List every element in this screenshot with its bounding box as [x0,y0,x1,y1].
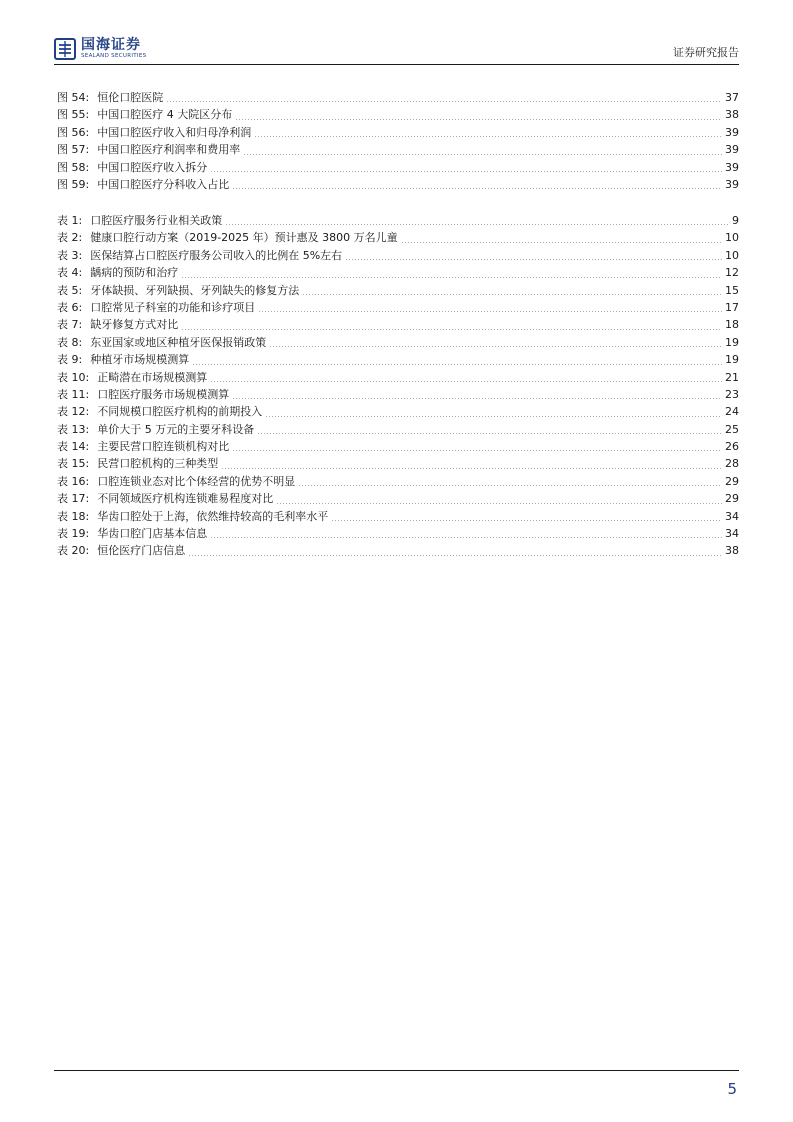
toc-entry-label: 图 55: [57,108,90,122]
toc-entry-page: 39 [725,143,739,157]
dot-leader [181,277,722,278]
dot-leader [302,294,722,295]
table-index-entry[interactable] [57,386,739,403]
toc-entry-title: 民营口腔机构的三种类型 [97,457,219,471]
toc-entry-label: 图 54: [57,91,90,104]
toc-entry-page: 25 [725,422,739,436]
toc-entry-title: 口腔医疗服务市场规模测算 [97,387,230,401]
dot-leader [298,485,722,486]
toc-entry-label: 表 17: [57,492,90,506]
table-index-entry[interactable] [57,490,739,507]
dot-leader [210,381,722,382]
toc-entry-page: 23 [725,387,739,401]
table-index-entry[interactable] [57,542,739,559]
dot-leader [265,416,722,417]
toc-entry-page: 21 [725,370,739,384]
figure-index-entry[interactable] [57,89,739,106]
toc-entry-title: 口腔连锁业态对比个体经营的优势不明显 [97,474,296,488]
toc-entry-label: 表 6: [57,300,83,314]
dot-leader [331,520,722,521]
toc-entry-label: 表 4: [57,266,83,280]
toc-entry-title: 健康口腔行动方案（2019-2025 年）预计惠及 3800 万名儿童 [90,231,398,245]
dot-leader [181,329,722,330]
toc-entry-label: 表 14: [57,440,90,454]
dot-leader [192,364,722,365]
table-index-entry[interactable] [57,351,739,368]
toc-entry-page: 19 [725,335,739,349]
toc-entry-title: 单价大于 5 万元的主要牙科设备 [97,422,255,436]
table-index-entry[interactable] [57,473,739,490]
toc-entry-label: 表 12: [57,405,90,419]
toc-entry-label: 表 19: [57,527,90,541]
toc-entry-page: 39 [725,160,739,174]
toc-entry-label: 表 18: [57,509,90,523]
toc-entry-page: 10 [725,248,739,262]
toc-entry-title: 主要民营口腔连锁机构对比 [97,440,230,454]
toc-entry-page: 34 [725,527,739,541]
table-index-entry[interactable] [57,316,739,333]
table-index-entry[interactable] [57,438,739,455]
toc-entry-page: 39 [725,177,739,191]
toc-entry-page: 12 [725,266,739,280]
header-divider [54,64,739,65]
table-index-entry[interactable] [57,369,739,386]
toc-entry-label: 表 15: [57,457,90,471]
toc-entry-title: 华齿口腔门店基本信息 [97,527,208,541]
figure-index-entry[interactable] [57,176,739,193]
footer-divider [54,1070,739,1071]
toc-entry-page: 34 [725,509,739,523]
toc-entry-title: 中国口腔医疗收入和归母净利润 [97,125,252,139]
page-header [54,36,739,64]
toc-entry-page: 28 [725,457,739,471]
toc-entry-title: 口腔常见子科室的功能和诊疗项目 [90,300,256,314]
toc-entry-title: 中国口腔医疗利润率和费用率 [97,143,241,157]
toc-entry-page: 29 [725,492,739,506]
figure-index-entry[interactable] [57,106,739,123]
toc-entry-title: 中国口腔医疗 4 大院区分布 [97,108,233,122]
report-type-label: 证券研究报告 [673,46,739,59]
dot-leader [210,537,722,538]
dot-leader [235,119,722,120]
company-logo [54,36,146,62]
dot-leader [166,101,722,102]
toc-entry-title: 正畸潜在市场规模测算 [97,370,208,384]
toc-entry-page: 9 [732,214,739,227]
table-index-entry[interactable] [57,247,739,264]
toc-entry-title: 牙体缺损、牙列缺损、牙列缺失的修复方法 [90,283,300,297]
table-index-entry[interactable] [57,229,739,246]
toc-entry-label: 表 9: [57,353,83,367]
table-index-entry[interactable] [57,525,739,542]
toc-entry-label: 图 56: [57,125,90,139]
toc-entry-title: 缺牙修复方式对比 [90,318,179,332]
table-index-entry[interactable] [57,264,739,281]
dot-leader [345,259,722,260]
table-index-entry[interactable] [57,282,739,299]
table-index-entry[interactable] [57,334,739,351]
table-index-entry[interactable] [57,212,739,229]
dot-leader [232,450,722,451]
toc-entry-label: 表 16: [57,474,90,488]
toc-entry-label: 表 20: [57,544,90,558]
dot-leader [269,346,722,347]
toc-entry-page: 24 [725,405,739,419]
toc-entry-title: 龋病的预防和治疗 [90,266,179,280]
dot-leader [257,433,722,434]
toc-entry-page: 39 [725,125,739,139]
dot-leader [276,503,722,504]
toc-entry-title: 东亚国家或地区种植牙医保报销政策 [90,335,267,349]
toc-entry-title: 医保结算占口腔医疗服务公司收入的比例在 5%左右 [90,248,343,262]
toc-entry-label: 图 57: [57,143,90,157]
table-index-entry[interactable] [57,403,739,420]
toc-entry-title: 恒伦口腔医院 [97,91,164,104]
toc-entry-page: 26 [725,440,739,454]
toc-entry-page: 37 [725,91,739,104]
dot-leader [254,136,722,137]
toc-entry-title: 华齿口腔处于上海，依然维持较高的毛利率水平 [97,509,329,523]
logo-chinese-name: 国海证券 [81,37,141,54]
toc-entry-page: 18 [725,318,739,332]
toc-entry-page: 38 [725,544,739,558]
dot-leader [225,224,729,225]
table-index-entry[interactable] [57,421,739,438]
toc-entry-label: 表 11: [57,387,90,401]
toc-entry-label: 表 8: [57,335,83,349]
toc-entry-label: 表 1: [57,214,83,227]
toc-entry-label: 表 13: [57,422,90,436]
toc-entry-page: 15 [725,283,739,297]
page-number: 5 [727,1080,737,1098]
toc-entry-label: 图 59: [57,177,90,191]
toc-entry-page: 19 [725,353,739,367]
table-index-entry[interactable] [57,455,739,472]
toc-entry-label: 图 58: [57,160,90,174]
dot-leader [243,154,722,155]
table-index-entry[interactable] [57,299,739,316]
toc-entry-page: 10 [725,231,739,245]
toc-entry-label: 表 2: [57,231,83,245]
table-index-list [57,212,739,560]
dot-leader [258,311,722,312]
toc-entry-label: 表 3: [57,248,83,262]
toc-entry-label: 表 7: [57,318,83,332]
toc-entry-title: 中国口腔医疗收入拆分 [97,160,208,174]
figure-index-entry[interactable] [57,141,739,158]
logo-english-name: SEALAND SECURITIES [81,53,147,60]
figure-index-entry[interactable] [57,159,739,176]
toc-entry-title: 口腔医疗服务行业相关政策 [90,214,223,227]
dot-leader [232,188,722,189]
figure-index-list [57,89,739,193]
table-index-entry[interactable] [57,508,739,525]
toc-entry-title: 不同领域医疗机构连锁难易程度对比 [97,492,274,506]
sealand-logo-icon [54,38,76,60]
toc-entry-page: 38 [725,108,739,122]
dot-leader [221,468,722,469]
figure-index-entry[interactable] [57,124,739,141]
toc-entry-title: 恒伦医疗门店信息 [97,544,186,558]
toc-entry-page: 29 [725,474,739,488]
dot-leader [401,242,722,243]
toc-entry-title: 不同规模口腔医疗机构的前期投入 [97,405,263,419]
toc-entry-label: 表 5: [57,283,83,297]
toc-entry-label: 表 10: [57,370,90,384]
toc-entry-title: 种植牙市场规模测算 [90,353,190,367]
toc-entry-title: 中国口腔医疗分科收入占比 [97,177,230,191]
toc-entry-page: 17 [725,300,739,314]
dot-leader [210,171,722,172]
dot-leader [232,398,722,399]
dot-leader [188,555,722,556]
